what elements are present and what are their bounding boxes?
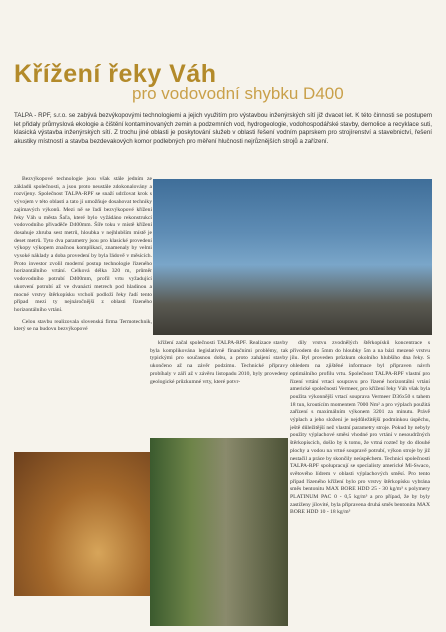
drill-head-photo — [14, 452, 154, 596]
left-column-paragraph: Bezvýkopové technologie jsou však stále jedním ze základů společnosti, a jsou proto neustále zdokonalovány a rozvíjeny. Společnost TALPA-RPF se snaží udržovat krok s vývojem v této oblasti a tato jí umožňuje dosahovat techniky zajímavých výkonů. Mezi ně se řadí bezvýkopové křížení řeky Váh u města Šaľa, které bylo vyžádáno rekonstrukcí vodovodního přivaděče D400mm. Šíře toku v místě křížení dosahuje zhruba sest metrů, hloubka v nejhlubším místě je deset metrů. Tyto dva parametry jsou pro klasické provedení výkopy výkopem značnou komplikací, znamenaly by velmi vysoké náklady a doba provedení by byla řádově v měsících. Proto investor zvolil moderní postup technologie řízeného horizontálního vrtání. Celková délka 320 m, průměr vodovodního potrubí D400mm, profil vrtu vyžadující ukotvení potrubí až ve dvanácti metrech pod hladinou a mocné vrstvy štěrkopísku vrcholí podloží řeky řadí tento případ mezi ty nejnáročnější z oblasti řízeného horizontálního vrtání. — [14, 176, 152, 313]
article-intro: TALPA - RPF, s.r.o. se zabývá bezvýkopovými technologiemi a jejich využitím pro výstavbou inženýrských sítí již dvacet let. K této činnosti se postupem let přidaly průmyslová ekologie a čištění kontaminovaných zemin a podzemních vod, hydrogeologie, vodohospodářské stavby, demolice a recyklace suti, klasická výstavba inženýrských sítí. Z trochu jiné oblasti je poskytování služeb v oblasti řešení vodním paprskem pro strojírenství a stavebnictví, řešení akustiky místností a stavba bezdevakových komor podlebných pro měření hlučnosti nejrůznějších strojů a zařízení. — [14, 112, 432, 145]
article-subtitle: pro vodovodní shybku D400 — [132, 84, 344, 103]
left-column-paragraph: Celou stavbu realizovala slovenská firma Termotechnik, který se na budovu bezvýkopové — [14, 318, 152, 333]
article-title: Křížení řeky Váh — [14, 60, 217, 88]
right-column — [290, 340, 430, 626]
middle-column — [150, 340, 288, 432]
river-crossing-photo — [153, 179, 432, 335]
right-column-paragraph: dily vrstvu zvodnělých štěrkopísků koncentrace s přívodem do 5mm do hloubky 5m a na bázi mezené vrstvu jílu. Byl proveden průzkum okolního hlubšího dna řeky. S ohledem na zjištěné informace byl připraven návrh optimálního profilu vrtu. Společnost TALPA-RPF vlastní pro řízení vrtání vrtací soupravu pro řízené horizontální vrtání americké společnosti Vermeer, pro křížení řeky Váh však byla použita výkonnější vrtací souprava Vermeer D36x50 s tahem 18 tun, kroutícím momentem 7000 Nm² a pro výplach použitá zařízení s maximálním výkonem 3201 za minutu. Právě výplach a jeho složení je nejdůležitější podmínkou úspěchu, ještě důležitější než vlastní parametry stroje. Pokud by nebyly použity výplachové směsi vhodné pro vrtání v nesoudržných štěrkopíscích, došlo by k tomu, že vrtná rozteč by do dlouhé plochy a vodou na vrtné soupravě potrubí, výkon stroje by již nestačil a práce by skončily neúspěchem. Technici společnosti TALPA-RPF spolupracují se specialisty americké Mi-Swaco, světového lídrem v oblasti výplachových směsí. Pro tento případ řízeného křížení bylo pro vrstvy štěrkopísku vybrána směs bentonitu MAX BORE HDD 25 - 30 kg/m³ s polymery PLATINUM PAC 0 - 0,5 kg/m³ a pro případ, že by byly zastiženy jílovité, byla připravena druhá směs bentonitu MAX BORE HDD 10 - 18 kg/m³ — [290, 340, 430, 516]
pipe-install-photo — [150, 438, 288, 626]
middle-column-paragraph: křížení začal společnosti TALPA-RPF. Realizace stavby byla komplikována legislativně finančními problémy, tak typickými pro současnou dobu, a proto zahájení stavby ukončeno až na závěr podzimu. Technické přípravy probíhaly v září až v závěru listopadu 2010, byly provedeny geologické průzkumné vrty, které potvr- — [150, 340, 288, 385]
